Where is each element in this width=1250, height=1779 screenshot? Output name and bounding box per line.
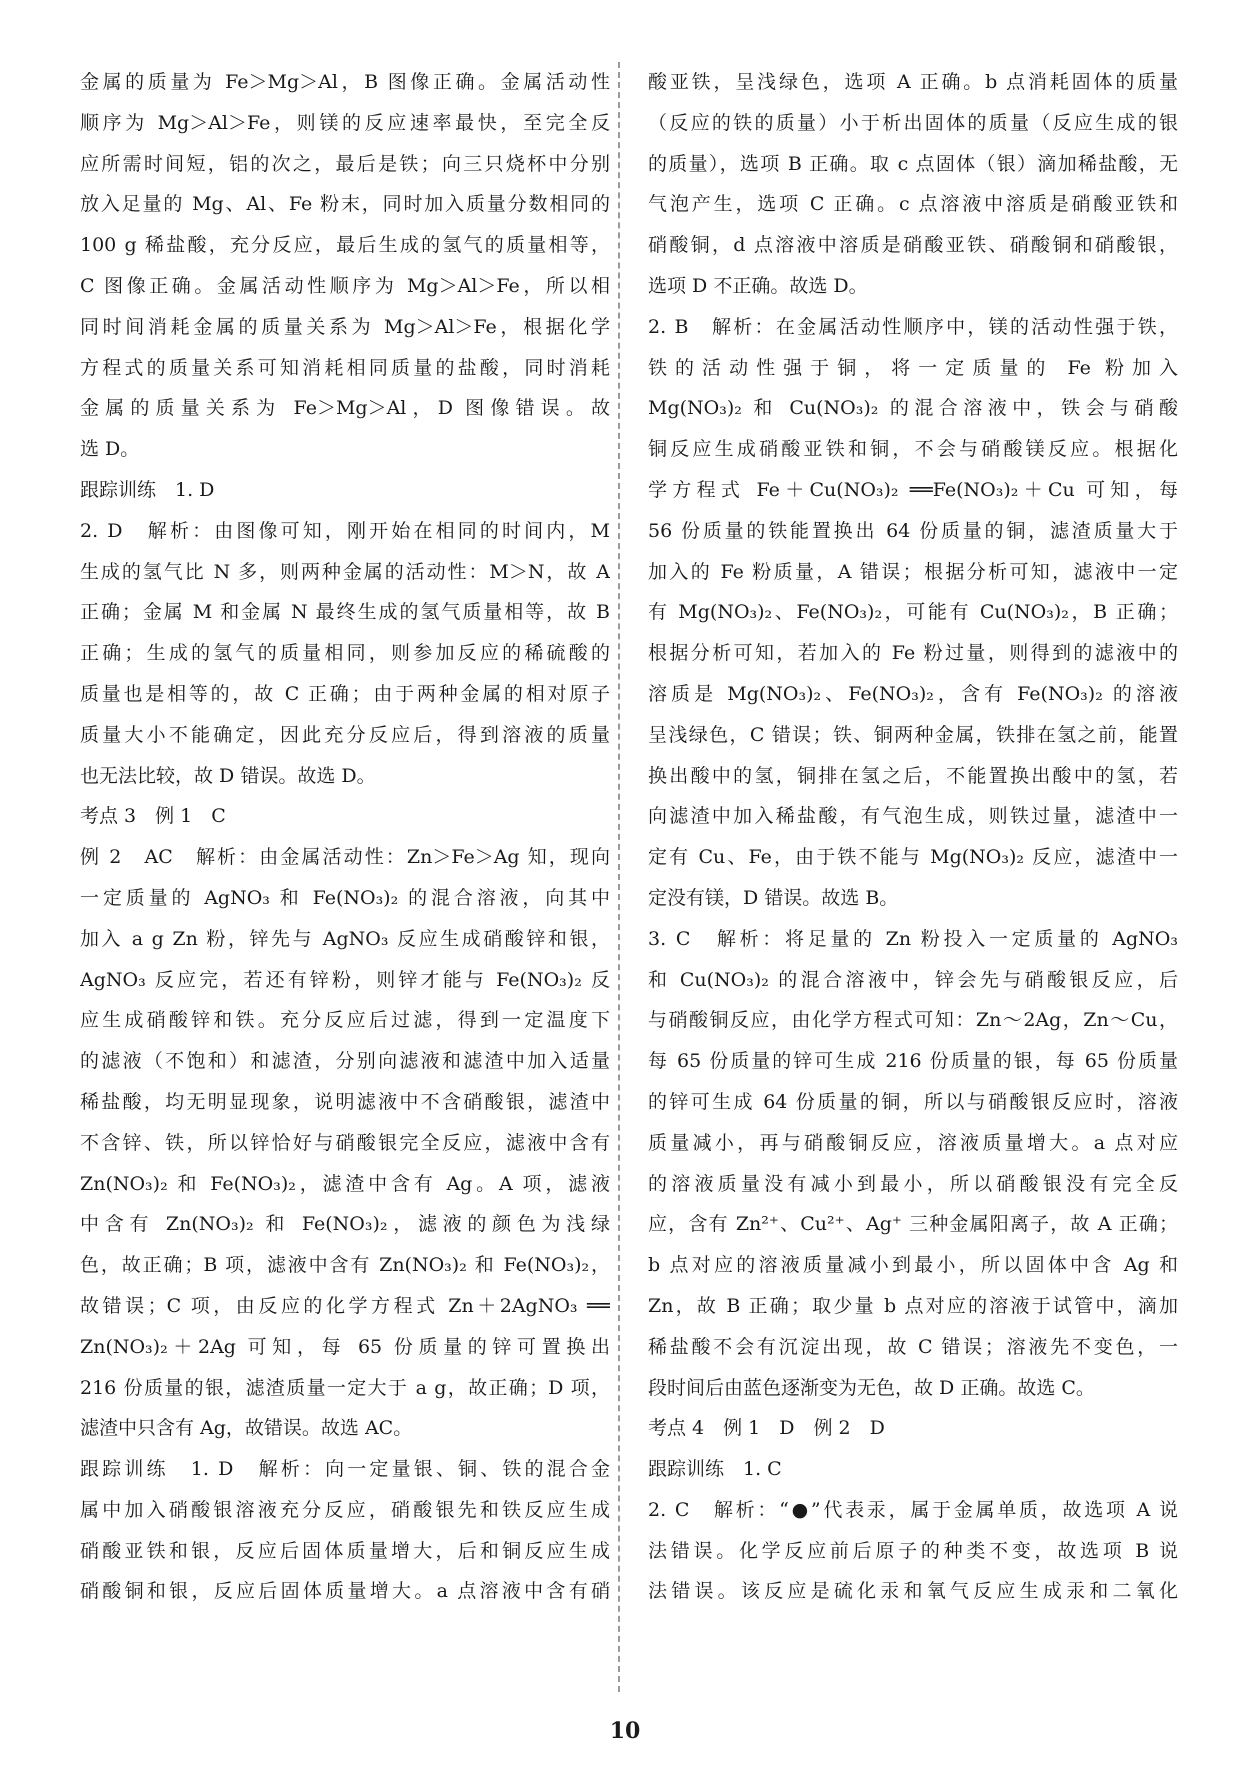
text-line: 铁的活动性强于铜，将一定质量的 Fe 粉加入 (648, 356, 1178, 379)
text-line: 也无法比较，故 D 错误。故选 D。 (80, 764, 376, 787)
text-line: 硝酸亚铁和银，反应后固体质量增大，后和铜反应生成 (80, 1539, 610, 1562)
text-line: 属中加入硝酸银溶液充分反应，硝酸银先和铁反应生成 (80, 1498, 610, 1521)
text-line: 方程式的质量关系可知消耗相同质量的盐酸，同时消耗 (80, 356, 610, 379)
text-line: 法错误。该反应是硫化汞和氧气反应生成汞和二氧化 (648, 1580, 1178, 1603)
text-line: 中含有 Zn(NO₃)₂ 和 Fe(NO₃)₂，滤液的颜色为浅绿 (80, 1213, 610, 1236)
text-line: 铜反应生成硝酸亚铁和铜，不会与硝酸镁反应。根据化 (648, 438, 1178, 461)
text-line: 2. B 解析：在金属活动性顺序中，镁的活动性强于铁， (648, 315, 1178, 338)
text-line: 的质量），选项 B 正确。取 c 点固体（银）滴加稀盐酸，无 (648, 152, 1178, 175)
text-line: Zn，故 B 正确；取少量 b 点对应的溶液于试管中，滴加 (648, 1294, 1178, 1317)
text-line: 的滤液（不饱和）和滤渣，分别向滤液和滤渣中加入适量 (80, 1050, 610, 1073)
text-line: 跟踪训练 1. D (80, 478, 215, 501)
text-line: 顺序为 Mg＞Al＞Fe，则镁的反应速率最快，至完全反 (80, 111, 610, 134)
text-line: AgNO₃ 反应完，若还有锌粉，则锌才能与 Fe(NO₃)₂ 反 (80, 968, 610, 991)
text-line: 216 份质量的银，滤渣质量一定大于 a g，故正确；D 项， (80, 1376, 610, 1399)
text-line: 呈浅绿色，C 错误；铁、铜两种金属，铁排在氢之前，能置 (648, 723, 1178, 746)
text-line: 应所需时间短，铝的次之，最后是铁；向三只烧杯中分别 (80, 152, 610, 175)
text-line: 换出酸中的氢，铜排在氢之后，不能置换出酸中的氢，若 (648, 764, 1178, 787)
text-line: 的锌可生成 64 份质量的铜，所以与硝酸银反应时，溶液 (648, 1090, 1178, 1113)
text-line: 生成的氢气比 N 多，则两种金属的活动性：M＞N，故 A (80, 560, 610, 583)
text-line: 质量大小不能确定，因此充分反应后，得到溶液的质量 (80, 723, 610, 746)
text-line: 放入足量的 Mg、Al、Fe 粉末，同时加入质量分数相同的 (80, 193, 610, 216)
text-line: Mg(NO₃)₂ 和 Cu(NO₃)₂ 的混合溶液中，铁会与硝酸 (648, 397, 1178, 420)
right-column (648, 62, 1178, 1612)
text-line: 例 2 AC 解析：由金属活动性：Zn＞Fe＞Ag 知，现向 (80, 846, 610, 869)
text-line: 2. C 解析：“●”代表汞，属于金属单质，故选项 A 说 (648, 1498, 1178, 1521)
text-line: 同时间消耗金属的质量关系为 Mg＞Al＞Fe，根据化学 (80, 315, 610, 338)
page-number: 10 (609, 1718, 641, 1744)
text-line: Zn(NO₃)₂ 和 Fe(NO₃)₂，滤渣中含有 Ag。A 项，滤液 (80, 1172, 610, 1195)
text-line: 向滤渣中加入稀盐酸，有气泡生成，则铁过量，滤渣中一 (648, 805, 1178, 828)
text-line: 气泡产生，选项 C 正确。c 点溶液中溶质是硝酸亚铁和 (648, 193, 1178, 216)
text-line: 定有 Cu、Fe，由于铁不能与 Mg(NO₃)₂ 反应，滤渣中一 (648, 846, 1178, 869)
text-line: 有 Mg(NO₃)₂、Fe(NO₃)₂，可能有 Cu(NO₃)₂，B 正确； (648, 601, 1178, 624)
text-line: 正确；金属 M 和金属 N 最终生成的氢气质量相等，故 B (80, 601, 610, 624)
text-line: 100 g 稀盐酸，充分反应，最后生成的氢气的质量相等， (80, 234, 610, 257)
text-line: 溶质是 Mg(NO₃)₂、Fe(NO₃)₂，含有 Fe(NO₃)₂ 的溶液 (648, 682, 1178, 705)
text-line: 考点 3 例 1 C (80, 805, 226, 828)
text-line: 色，故正确；B 项，滤液中含有 Zn(NO₃)₂ 和 Fe(NO₃)₂， (80, 1254, 610, 1277)
text-line: 3. C 解析：将足量的 Zn 粉投入一定质量的 AgNO₃ (648, 927, 1178, 950)
text-line: 跟踪训练 1. C (648, 1458, 782, 1481)
text-line: 56 份质量的铁能置换出 64 份质量的铜，滤渣质量大于 (648, 519, 1178, 542)
text-line: 应生成硝酸锌和铁。充分反应后过滤，得到一定温度下 (80, 1009, 610, 1032)
text-line: 加入的 Fe 粉质量，A 错误；根据分析可知，滤液中一定 (648, 560, 1178, 583)
text-line: 一定质量的 AgNO₃ 和 Fe(NO₃)₂ 的混合溶液，向其中 (80, 886, 610, 909)
text-line: Zn(NO₃)₂＋2Ag 可知，每 65 份质量的锌可置换出 (80, 1335, 610, 1358)
text-line: b 点对应的溶液质量减小到最小，所以固体中含 Ag 和 (648, 1254, 1178, 1277)
text-line: 硝酸铜，d 点溶液中溶质是硝酸亚铁、硝酸铜和硝酸银， (648, 234, 1178, 257)
text-line: C 图像正确。金属活动性顺序为 Mg＞Al＞Fe，所以相 (80, 274, 610, 297)
text-line: 定没有镁，D 错误。故选 B。 (648, 886, 899, 909)
text-line: 加入 a g Zn 粉，锌先与 AgNO₃ 反应生成硝酸锌和银， (80, 927, 610, 950)
text-line: 稀盐酸不会有沉淀出现，故 C 错误；溶液先不变色，一 (648, 1335, 1178, 1358)
text-line: 不含锌、铁，所以锌恰好与硝酸银完全反应，滤液中含有 (80, 1131, 610, 1154)
text-line: 应，含有 Zn²⁺、Cu²⁺、Ag⁺ 三种金属阳离子，故 A 正确； (648, 1213, 1178, 1236)
text-line: 酸亚铁，呈浅绿色，选项 A 正确。b 点消耗固体的质量 (648, 71, 1178, 93)
text-line: 与硝酸铜反应，由化学方程式可知：Zn～2Ag，Zn～Cu， (648, 1009, 1178, 1032)
text-line: 跟踪训练 1. D 解析：向一定量银、铜、铁的混合金 (80, 1458, 610, 1481)
text-line: 稀盐酸，均无明显现象，说明滤液中不含硝酸银，滤渣中 (80, 1090, 610, 1113)
column-divider (618, 62, 620, 1692)
text-line: 硝酸铜和银，反应后固体质量增大。a 点溶液中含有硝 (80, 1580, 610, 1603)
text-line: 和 Cu(NO₃)₂ 的混合溶液中，锌会先与硝酸银反应，后 (648, 968, 1178, 991)
text-line: 每 65 份质量的锌可生成 216 份质量的银，每 65 份质量 (648, 1050, 1178, 1073)
text-line: 滤渣中只含有 Ag，故错误。故选 AC。 (80, 1417, 413, 1440)
text-line: （反应的铁的质量）小于析出固体的质量（反应生成的银 (648, 111, 1178, 134)
text-line: 金属的质量为 Fe＞Mg＞Al，B 图像正确。金属活动性 (80, 71, 610, 93)
text-line: 段时间后由蓝色逐渐变为无色，故 D 正确。故选 C。 (648, 1376, 1095, 1399)
text-line: 质量减小，再与硝酸铜反应，溶液质量增大。a 点对应 (648, 1131, 1178, 1154)
text-line: 学方程式 Fe＋Cu(NO₃)₂ ══Fe(NO₃)₂＋Cu 可知，每 (648, 478, 1178, 501)
text-line: 正确；生成的氢气的质量相同，则参加反应的稀硫酸的 (80, 642, 610, 665)
text-line: 质量也是相等的，故 C 正确；由于两种金属的相对原子 (80, 682, 610, 705)
text-line: 法错误。化学反应前后原子的种类不变，故选项 B 说 (648, 1539, 1178, 1562)
text-line: 金属的质量关系为 Fe＞Mg＞Al，D 图像错误。故 (80, 397, 610, 420)
text-line: 根据分析可知，若加入的 Fe 粉过量，则得到的滤液中的 (648, 642, 1178, 665)
left-column (80, 62, 610, 1612)
text-line: 故错误；C 项，由反应的化学方程式 Zn＋2AgNO₃ ══ (80, 1294, 610, 1317)
text-line: 考点 4 例 1 D 例 2 D (648, 1417, 885, 1440)
text-line: 选项 D 不正确。故选 D。 (648, 274, 868, 297)
text-line: 的溶液质量没有减小到最小，所以硝酸银没有完全反 (648, 1172, 1178, 1195)
text-line: 2. D 解析：由图像可知，刚开始在相同的时间内，M (80, 519, 610, 542)
text-line: 选 D。 (80, 438, 140, 461)
